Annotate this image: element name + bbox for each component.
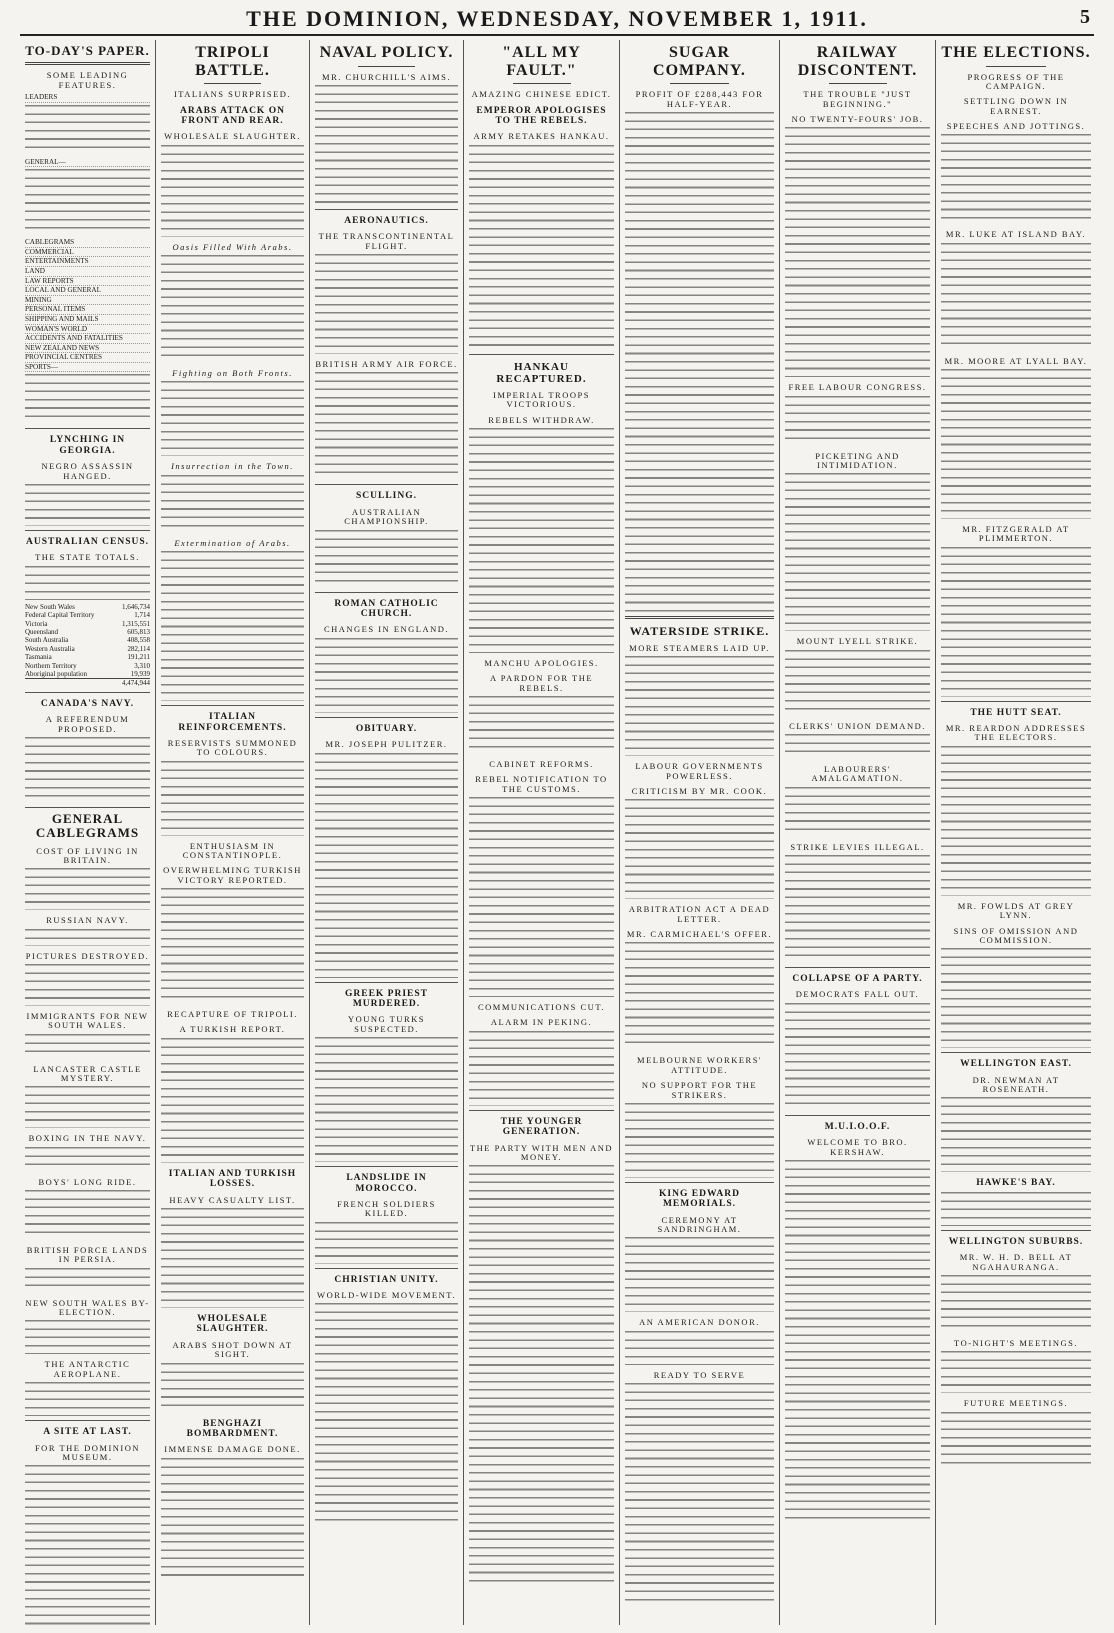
enthusiasm-heading: ENTHUSIASM IN CONSTANTINOPLE.: [182, 840, 283, 861]
memorials-heading: KING EDWARD MEMORIALS.: [659, 1188, 740, 1210]
oasis-heading: Oasis Filled With Arabs.: [172, 241, 293, 252]
index-label: COMMERCIAL: [25, 247, 74, 256]
text-block: [161, 888, 304, 1004]
index-label: SPORTS—: [25, 362, 59, 371]
text-block: [941, 1351, 1091, 1393]
criticism-heading: CRITICISM BY MR. COOK.: [631, 786, 768, 797]
air-force-heading: BRITISH ARMY AIR FORCE.: [315, 359, 458, 370]
divider: [829, 83, 887, 84]
cost-heading: COST OF LIVING IN BRITAIN.: [36, 845, 139, 865]
churchill-heading: MR. CHURCHILL'S AIMS.: [322, 71, 451, 82]
text-block: [25, 169, 150, 235]
railway-heading: RAILWAY DISCONTENT.: [797, 44, 918, 79]
free-labour-heading: FREE LABOUR CONGRESS.: [788, 382, 927, 393]
bell-heading: MR. W. H. D. BELL AT NGAHAURANGA.: [959, 1252, 1073, 1272]
moore-heading: MR. MOORE AT LYALL BAY.: [944, 355, 1088, 366]
census-row: [25, 670, 150, 678]
newman-heading: DR. NEWMAN AT ROSENEATH.: [972, 1074, 1060, 1094]
text-block: [25, 105, 150, 155]
sins-heading: SINS OF OMISSION AND COMMISSION.: [953, 925, 1079, 945]
text-block: [625, 1103, 774, 1178]
priest-heading: GREEK PRIEST MURDERED.: [344, 988, 428, 1009]
text-block: [625, 1331, 774, 1365]
index-row: [25, 334, 150, 344]
trouble-heading: THE TROUBLE "JUST BEGINNING.": [803, 89, 912, 109]
text-block: [469, 696, 614, 754]
todays-paper-heading: TO-DAY'S PAPER.: [25, 43, 150, 58]
census-row: [25, 653, 150, 661]
text-block: [469, 797, 614, 997]
text-block: [315, 753, 458, 978]
tripoli-sub1: ITALIANS SURPRISED.: [173, 89, 292, 100]
twenty-fours-heading: NO TWENTY-FOURS' JOB.: [791, 113, 924, 124]
index-label: SHIPPING AND MAILS: [25, 314, 99, 323]
index-label: CABLEGRAMS: [25, 238, 75, 247]
text-block: [469, 1031, 614, 1106]
divider: [941, 1052, 1091, 1053]
movement-heading: WORLD-WIDE MOVEMENT.: [317, 1290, 456, 1301]
cablegrams-heading: GENERAL CABLEGRAMS: [35, 811, 140, 841]
index-row: [25, 305, 150, 315]
index-label: LAW REPORTS: [25, 276, 74, 285]
text-block: [625, 656, 774, 756]
divider: [670, 83, 730, 84]
census-state: Western Australia: [25, 644, 75, 653]
divider: [469, 1110, 614, 1111]
edict-heading: AMAZING CHINESE EDICT.: [471, 89, 612, 100]
census-total-row: [25, 678, 150, 687]
text-block: [161, 255, 304, 363]
steamers-heading: MORE STEAMERS LAID UP.: [629, 643, 770, 654]
text-block: [161, 551, 304, 701]
text-block: [315, 85, 458, 205]
text-block: [25, 737, 150, 803]
divider: [941, 1230, 1091, 1231]
text-block: [161, 381, 304, 456]
column-4: [464, 40, 620, 1625]
column-5: [620, 40, 780, 1625]
divider: [513, 83, 571, 84]
fitzgerald-heading: MR. FITZGERALD AT PLIMMERTON.: [962, 524, 1070, 544]
divider: [315, 484, 458, 485]
communications-heading: COMMUNICATIONS CUT.: [477, 1002, 606, 1013]
nsw-election-heading: NEW SOUTH WALES BY-ELECTION.: [25, 1297, 150, 1318]
census-table: [25, 603, 150, 688]
census-value: 408,558: [127, 636, 150, 645]
text-block: [469, 428, 614, 653]
wellington-east-heading: WELLINGTON EAST.: [960, 1059, 1072, 1070]
landslide-heading: LANDSLIDE IN MOROCCO.: [346, 1173, 427, 1194]
text-block: [941, 547, 1091, 697]
page-number: 5: [1080, 6, 1090, 28]
text-block: [785, 473, 930, 631]
flight-heading: THE TRANSCONTINENTAL FLIGHT.: [318, 231, 455, 251]
text-block: [315, 1222, 458, 1264]
text-block: [315, 638, 458, 713]
immigrants-heading: IMMIGRANTS FOR NEW SOUTH WALES.: [26, 1010, 149, 1031]
divider: [161, 705, 304, 706]
divider: [625, 1182, 774, 1183]
divider: [204, 83, 261, 84]
census-state: Victoria: [25, 619, 48, 628]
democrats-heading: DEMOCRATS FALL OUT.: [795, 989, 920, 1000]
index-row: [25, 344, 150, 354]
text-block: [25, 1147, 150, 1172]
pardon-heading: A PARDON FOR THE REBELS.: [489, 673, 594, 693]
text-block: [785, 1160, 930, 1520]
text-block: [25, 566, 150, 600]
text-block: [625, 1383, 774, 1603]
census-state: New South Wales: [25, 602, 75, 611]
index-label: PROVINCIAL CENTRES: [25, 353, 103, 362]
text-block: [625, 112, 774, 612]
text-block: [941, 1192, 1091, 1226]
text-block: [469, 145, 614, 350]
divider: [315, 209, 458, 210]
boys-ride-heading: BOYS' LONG RIDE.: [38, 1176, 137, 1187]
victory-heading: OVERWHELMING TURKISH VICTORY REPORTED.: [163, 865, 302, 885]
tripoli-sub2: ARABS ATTACK ON FRONT AND REAR.: [180, 105, 285, 126]
census-row: [25, 645, 150, 653]
naval-heading: NAVAL POLICY.: [319, 44, 454, 61]
index-row: [25, 257, 150, 267]
reardon-heading: MR. REARDON ADDRESSES THE ELECTORS.: [945, 723, 1087, 743]
index-row: [25, 93, 150, 103]
index-row: [25, 267, 150, 277]
obituary-heading: OBITUARY.: [355, 723, 418, 734]
young-turks-heading: YOUNG TURKS SUSPECTED.: [347, 1014, 426, 1034]
russian-navy-heading: RUSSIAN NAVY.: [46, 915, 129, 926]
losses-heading: ITALIAN AND TURKISH LOSSES.: [168, 1168, 297, 1190]
masthead-title: THE DOMINION, WEDNESDAY, NOVEMBER 1, 1911.: [246, 6, 868, 31]
census-value: 282,114: [127, 644, 150, 653]
index-label: WOMAN'S WORLD: [25, 324, 88, 333]
leading-features-heading: SOME LEADING FEATURES.: [46, 70, 129, 90]
divider: [25, 428, 150, 429]
catholic-heading: ROMAN CATHOLIC CHURCH.: [334, 598, 439, 619]
text-block: [25, 1190, 150, 1240]
text-block: [25, 929, 150, 946]
elections-heading: THE ELECTIONS.: [941, 44, 1091, 61]
index-row: [25, 248, 150, 258]
persia-heading: BRITISH FORCE LANDS IN PERSIA.: [26, 1245, 149, 1265]
alarm-heading: ALARM IN PEKING.: [490, 1017, 593, 1028]
text-block: [941, 746, 1091, 896]
text-block: [785, 1003, 930, 1111]
text-block: [941, 948, 1091, 1048]
text-block: [25, 964, 150, 1006]
settling-heading: SETTLING DOWN IN EARNEST.: [963, 96, 1069, 116]
hawkes-bay-heading: HAWKE'S BAY.: [976, 1178, 1056, 1189]
insurrection-heading: Insurrection in the Town.: [171, 461, 294, 472]
text-block: [785, 734, 930, 759]
melbourne-heading: MELBOURNE WORKERS' ATTITUDE.: [637, 1055, 762, 1075]
extermination-heading: Extermination of Arabs.: [174, 537, 291, 548]
ready-heading: READY TO SERVE: [653, 1369, 746, 1380]
text-block: [785, 787, 930, 837]
census-row: [25, 628, 150, 636]
turkish-report-heading: A TURKISH REPORT.: [179, 1024, 286, 1035]
tonights-heading: TO-NIGHT'S MEETINGS.: [954, 1337, 1078, 1348]
aeronautics-heading: AERONAUTICS.: [344, 215, 429, 226]
text-block: [161, 1363, 304, 1413]
suburbs-heading: WELLINGTON SUBURBS.: [948, 1236, 1084, 1247]
text-block: [315, 372, 458, 480]
divider: [25, 62, 150, 65]
divider: [315, 982, 458, 983]
labour-heading: LABOUR GOVERNMENTS POWERLESS.: [635, 761, 764, 781]
census-value: 191,211: [127, 653, 150, 662]
divider: [25, 807, 150, 808]
waterside-heading: WATERSIDE STRIKE.: [629, 623, 770, 638]
welcome-heading: WELCOME TO BRO. KERSHAW.: [807, 1137, 908, 1157]
column-6: [780, 40, 936, 1625]
census-row: [25, 620, 150, 628]
census-value: 1,714: [134, 611, 150, 620]
navy-heading: CANADA'S NAVY.: [40, 698, 135, 709]
future-heading: FUTURE MEETINGS.: [963, 1398, 1069, 1409]
column-2: [156, 40, 310, 1625]
census-value: 605,813: [127, 628, 150, 637]
census-state: Northern Territory: [25, 661, 77, 670]
text-block: [469, 1165, 614, 1585]
text-block: [161, 1038, 304, 1163]
census-row: [25, 603, 150, 611]
text-block: [785, 855, 930, 963]
carmichael-heading: MR. CARMICHAEL'S OFFER.: [626, 929, 773, 940]
reinforcements-heading: ITALIAN REINFORCEMENTS.: [178, 712, 287, 733]
divider: [25, 692, 150, 693]
census-state: Federal Capital Territory: [25, 611, 95, 620]
sugar-heading: SUGAR COMPANY.: [653, 44, 746, 79]
illegal-heading: STRIKE LEVIES ILLEGAL.: [790, 841, 925, 852]
unity-heading: CHRISTIAN UNITY.: [334, 1274, 439, 1285]
index-row: [25, 363, 150, 373]
divider: [625, 616, 774, 619]
text-block: [315, 1037, 458, 1162]
text-block: [315, 530, 458, 588]
index-label: GENERAL—: [25, 157, 66, 166]
divider: [941, 701, 1091, 702]
census-value: 1,646,734: [122, 602, 150, 611]
fowlds-heading: MR. FOWLDS AT GREY LYNN.: [957, 900, 1075, 921]
party-heading: THE PARTY WITH MEN AND MONEY.: [469, 1142, 614, 1162]
contents-index: [25, 93, 150, 425]
cabinet-heading: CABINET REFORMS.: [489, 759, 594, 769]
antarctic-heading: THE ANTARCTIC AEROPLANE.: [44, 1359, 131, 1379]
census-heading: AUSTRALIAN CENSUS.: [25, 537, 150, 548]
text-block: [941, 369, 1091, 519]
manchu-heading: MANCHU APOLOGIES.: [484, 657, 599, 668]
divider: [315, 717, 458, 718]
museum-heading: FOR THE DOMINION MUSEUM.: [34, 1442, 141, 1462]
index-row: [25, 158, 150, 168]
muloof-heading: M.U.I.O.O.F.: [824, 1121, 891, 1132]
imperial-heading: IMPERIAL TROOPS VICTORIOUS.: [493, 389, 590, 410]
mount-lyell-heading: MOUNT LYELL STRIKE.: [796, 636, 919, 647]
divider: [358, 66, 415, 67]
divider: [785, 967, 930, 968]
donor-heading: AN AMERICAN DONOR.: [639, 1317, 760, 1328]
text-block: [785, 396, 930, 446]
boxing-heading: BOXING IN THE NAVY.: [28, 1133, 147, 1144]
index-label: LAND: [25, 266, 45, 275]
front-heading: Fighting on Both Fronts.: [172, 368, 293, 379]
index-row: [25, 286, 150, 296]
text-block: [941, 243, 1091, 351]
census-value: 3,310: [134, 661, 150, 670]
pulitzer-heading: MR. JOSEPH PULITZER.: [325, 739, 448, 750]
ceremony-heading: CEREMONY AT SANDRINGHAM.: [657, 1214, 742, 1235]
census-row: [25, 611, 150, 619]
speeches-heading: SPEECHES AND JOTTINGS.: [946, 120, 1086, 131]
amalgamation-heading: LABOURERS' AMALGAMATION.: [811, 763, 904, 784]
text-block: [785, 127, 930, 377]
emperor-heading: EMPEROR APOLOGISES TO THE REBELS.: [476, 105, 607, 126]
tripoli-sub3: WHOLESALE SLAUGHTER.: [164, 131, 301, 142]
sculling-heading: SCULLING.: [356, 491, 417, 502]
index-label: ACCIDENTS AND FATALITIES: [25, 334, 123, 343]
text-block: [161, 475, 304, 533]
census-state: Queensland: [25, 628, 59, 637]
no-support-heading: NO SUPPORT FOR THE STRIKERS.: [641, 1080, 758, 1100]
retakes-heading: ARMY RETAKES HANKAU.: [473, 131, 610, 142]
arabs-shot-heading: ARABS SHOT DOWN AT SIGHT.: [172, 1339, 293, 1360]
census-total: 4,474,944: [122, 679, 150, 688]
state-totals-heading: THE STATE TOTALS.: [35, 552, 140, 563]
negro-heading: NEGRO ASSASSIN HANGED.: [41, 461, 134, 481]
younger-heading: THE YOUNGER GENERATION.: [500, 1116, 583, 1138]
index-label: PERSONAL ITEMS: [25, 305, 86, 314]
text-block: [25, 484, 150, 526]
census-row: [25, 662, 150, 670]
text-block: [161, 761, 304, 836]
index-label: MINING: [25, 295, 52, 304]
profit-heading: PROFIT OF £288,443 FOR HALF-YEAR.: [635, 89, 764, 109]
text-block: [25, 1320, 150, 1354]
divider: [986, 66, 1046, 67]
fault-heading: "ALL MY FAULT.": [502, 44, 581, 79]
damage-heading: IMMENSE DAMAGE DONE.: [164, 1444, 301, 1455]
index-label: LOCAL AND GENERAL: [25, 286, 101, 295]
championship-heading: AUSTRALIAN CHAMPIONSHIP.: [344, 506, 429, 527]
casualty-heading: HEAVY CASUALTY LIST.: [169, 1194, 296, 1205]
reservists-heading: RESERVISTS SUMMONED TO COLOURS.: [167, 738, 298, 758]
withdraw-heading: REBELS WITHDRAW.: [488, 414, 595, 425]
arbitration-heading: ARBITRATION ACT A DEAD LETTER.: [628, 904, 771, 924]
clerks-heading: CLERKS' UNION DEMAND.: [789, 720, 926, 731]
tripoli-heading: TRIPOLI BATTLE.: [195, 44, 270, 79]
column-7: [936, 40, 1096, 1625]
text-block: [785, 650, 930, 716]
text-block: [941, 134, 1091, 224]
picketing-heading: PICKETING AND INTIMIDATION.: [815, 450, 900, 470]
column-3: [310, 40, 464, 1625]
census-state: South Australia: [25, 636, 69, 645]
soldiers-heading: FRENCH SOLDIERS KILLED.: [337, 1198, 436, 1219]
site-heading: A SITE AT LAST.: [43, 1427, 132, 1438]
referendum-heading: A REFERENDUM PROPOSED.: [45, 714, 130, 734]
census-row: [25, 636, 150, 644]
index-label: ENTERTAINMENTS: [25, 257, 89, 266]
customs-heading: REBEL NOTIFICATION TO THE CUSTOMS.: [475, 774, 608, 794]
divider: [469, 354, 614, 355]
divider: [25, 530, 150, 531]
text-block: [25, 1382, 150, 1416]
index-row: [25, 296, 150, 306]
index-row: [25, 325, 150, 335]
collapse-heading: COLLAPSE OF A PARTY.: [792, 973, 923, 984]
text-block: [315, 254, 458, 354]
luke-heading: MR. LUKE AT ISLAND BAY.: [945, 229, 1087, 240]
text-block: [625, 942, 774, 1050]
text-block: [25, 1465, 150, 1625]
index-label: LEADERS: [25, 92, 58, 101]
text-block: [941, 1097, 1091, 1172]
census-value: 19,939: [130, 670, 150, 679]
text-block: [25, 1086, 150, 1128]
text-block: [25, 1034, 150, 1059]
index-row: [25, 277, 150, 287]
masthead: [20, 6, 1094, 36]
hankau-heading: HANKAU RECAPTURED.: [496, 360, 587, 385]
lynching-heading: LYNCHING IN GEORGIA.: [49, 435, 126, 456]
index-label: NEW ZEALAND NEWS: [25, 343, 100, 352]
lancaster-heading: LANCASTER CASTLE MYSTERY.: [33, 1063, 142, 1084]
divider: [315, 1268, 458, 1269]
divider: [785, 1115, 930, 1116]
text-block: [25, 1268, 150, 1293]
index-row: [25, 315, 150, 325]
text-block: [25, 868, 150, 910]
text-block: [161, 1208, 304, 1308]
recapture-heading: RECAPTURE OF TRIPOLI.: [167, 1009, 298, 1020]
changes-heading: CHANGES IN ENGLAND.: [323, 624, 450, 635]
text-block: [161, 1458, 304, 1578]
hutt-heading: THE HUTT SEAT.: [970, 707, 1062, 718]
text-block: [161, 145, 304, 237]
index-row: [25, 353, 150, 363]
pictures-heading: PICTURES DESTROYED.: [25, 950, 150, 961]
text-block: [315, 1303, 458, 1523]
index-row: [25, 238, 150, 248]
text-block: [25, 374, 150, 424]
wholesale-heading: WHOLESALE SLAUGHTER.: [196, 1313, 269, 1335]
columns: [20, 40, 1096, 1625]
census-state: Tasmania: [25, 653, 52, 662]
text-block: [941, 1275, 1091, 1333]
census-state: Aboriginal population: [25, 670, 88, 679]
text-block: [625, 1237, 774, 1312]
census-value: 1,315,551: [122, 619, 150, 628]
text-block: [625, 799, 774, 899]
divider: [25, 1420, 150, 1421]
benghazi-heading: BENGHAZI BOMBARDMENT.: [186, 1418, 279, 1439]
progress-heading: PROGRESS OF THE CAMPAIGN.: [967, 71, 1065, 91]
column-1: [20, 40, 156, 1625]
divider: [315, 592, 458, 593]
divider: [315, 1166, 458, 1167]
text-block: [941, 1412, 1091, 1470]
